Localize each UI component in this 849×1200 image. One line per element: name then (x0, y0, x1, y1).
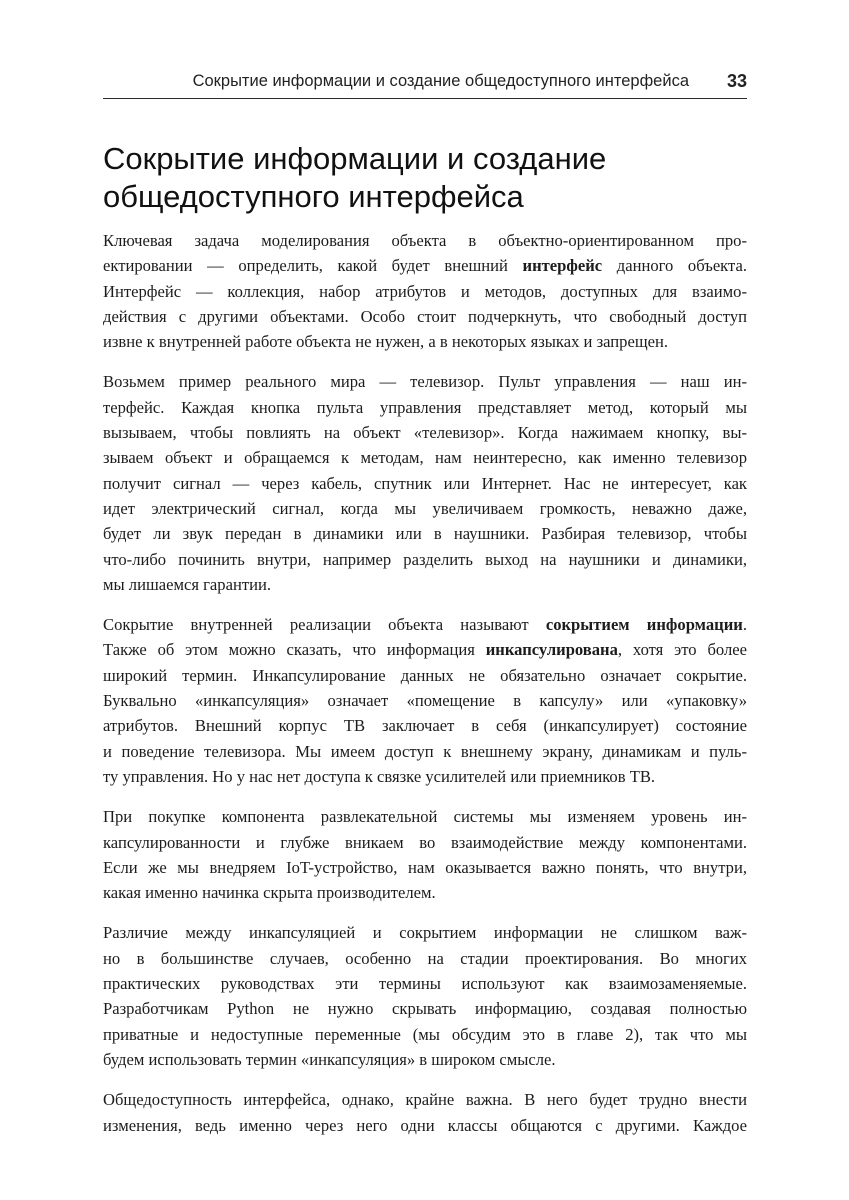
text-run: Разработчикам Python не нужно скрывать информацию, создавая полностью (103, 999, 747, 1019)
text-run: Сокрытие внутренней реализации объекта называют (103, 615, 546, 635)
page-number: 33 (726, 71, 747, 91)
bold-term: сокрытием информации (545, 615, 743, 635)
text-run: зываем объект и обращаемся к методам, нам неинтересно, как именно телевизор (103, 448, 747, 468)
text-run: и поведение телевизора. Мы имеем доступ к внешнему экрану, динамикам и пуль- (103, 741, 747, 761)
text-run: ту управления. Но у нас нет доступа к связке усилителей или приемников ТВ. (103, 766, 656, 786)
section-heading-line: Сокрытие информации и создание (103, 141, 607, 176)
paragraph (103, 228, 747, 354)
text-run: широкий термин. Инкапсулирование данных не обязательно означает сокрытие. (103, 665, 747, 685)
text-line (103, 329, 747, 354)
text-run: приватные и недоступные переменные (мы обсудим это в главе 2), так что мы (103, 1024, 747, 1044)
text-line (103, 304, 747, 329)
text-line (103, 369, 747, 394)
text-run: Также об этом можно сказать, что информация (103, 640, 486, 660)
text-line (103, 279, 747, 304)
text-run: Буквально «инкапсуляция» означает «помещение в капсулу» или «упаковку» (103, 691, 747, 711)
text-run: получит сигнал — через кабель, спутник или Интернет. Нас не интересует, как (103, 473, 747, 493)
text-line (103, 804, 747, 829)
text-line (103, 996, 747, 1021)
text-line (103, 420, 747, 445)
text-run: будет ли звук передан в динамики или в наушники. Разбирая телевизор, чтобы (103, 524, 747, 544)
text-run: что-либо починить внутри, например разделить выход на наушники и динамики, (103, 549, 747, 569)
text-run: но в большинстве случаев, особенно на стадии проектирования. Во многих (103, 948, 747, 968)
text-run: Ключевая задача моделирования объекта в объектно-ориентированном про- (103, 231, 747, 250)
text-run: изменения, ведь именно через него одни классы общаются с другими. Каждое (103, 1115, 747, 1135)
running-header (103, 68, 747, 99)
text-line (103, 920, 747, 945)
text-run: Если же мы внедряем IoT-устройство, нам оказывается важно понять, что внутри, (103, 857, 747, 877)
text-run: атрибутов. Внешний корпус ТВ заключает в себя (инкапсулирует) состояние (103, 716, 747, 736)
text-line (103, 637, 747, 662)
section-heading (103, 140, 747, 216)
text-line (103, 663, 747, 688)
text-line (103, 471, 747, 496)
text-run: практических руководствах эти термины используют как взаимозаменяемые. (103, 974, 747, 994)
text-run: . (742, 615, 748, 635)
text-run: Общедоступность интерфейса, однако, крайне важна. В него будет трудно внести (103, 1090, 747, 1110)
bold-term: инкапсулирована (485, 640, 618, 660)
text-run: данного объекта. (602, 256, 747, 276)
section-heading-line: общедоступного интерфейса (103, 179, 524, 214)
text-line (103, 445, 747, 470)
paragraph (103, 1087, 747, 1138)
text-line (103, 739, 747, 764)
text-run: При покупке компонента развлекательной системы мы изменяем уровень ин- (103, 807, 747, 827)
text-run: извне к внутренней работе объекта не нужен, а в некоторых языках и запрещен. (103, 332, 668, 352)
text-line (103, 971, 747, 996)
paragraph (103, 612, 747, 789)
paragraph (103, 804, 747, 905)
text-run: будем использовать термин «инкапсуляция» в широком смысле. (103, 1049, 556, 1069)
text-line (103, 1047, 747, 1072)
text-line (103, 547, 747, 572)
text-line (103, 688, 747, 713)
text-run: ектировании — определить, какой будет внешний (103, 256, 523, 276)
text-line (103, 572, 747, 597)
text-run: Интерфейс — коллекция, набор атрибутов и методов, доступных для взаимо- (103, 281, 747, 301)
text-line (103, 830, 747, 855)
text-line (103, 612, 747, 637)
text-run: Различие между инкапсуляцией и сокрытием информации не слишком важ- (103, 923, 747, 943)
text-line (103, 855, 747, 880)
bold-term: интерфейс (522, 256, 603, 276)
text-line (103, 1113, 747, 1138)
text-line (103, 1022, 747, 1047)
text-line (103, 764, 747, 789)
text-run: идет электрический сигнал, когда мы увеличиваем громкость, неважно даже, (103, 498, 747, 518)
text-run: капсулированности и глубже вникаем во взаимодействие между компонентами. (103, 832, 747, 852)
text-run: вызываем, чтобы повлиять на объект «телевизор». Когда нажимаем кнопку, вы- (103, 423, 747, 443)
text-line (103, 946, 747, 971)
text-run: Возьмем пример реального мира — телевизор. Пульт управления — наш ин- (103, 372, 747, 392)
text-line (103, 521, 747, 546)
text-run: какая именно начинка скрыта производителем. (103, 883, 436, 903)
paragraph (103, 920, 747, 1072)
text-line (103, 880, 747, 905)
paragraph (103, 369, 747, 597)
body-text (103, 228, 747, 1153)
text-run: действия с другими объектами. Особо стоит подчеркнуть, что свободный доступ (103, 306, 747, 326)
text-line (103, 395, 747, 420)
text-line (103, 496, 747, 521)
text-line (103, 228, 747, 253)
running-title: Сокрытие информации и создание общедоступного интерфейса (192, 72, 689, 90)
text-run: мы лишаемся гарантии. (103, 574, 271, 594)
text-line (103, 253, 747, 278)
text-run: , хотя это более (617, 640, 747, 660)
text-line (103, 1087, 747, 1112)
text-line (103, 713, 747, 738)
text-run: терфейс. Каждая кнопка пульта управления представляет метод, который мы (103, 397, 747, 417)
